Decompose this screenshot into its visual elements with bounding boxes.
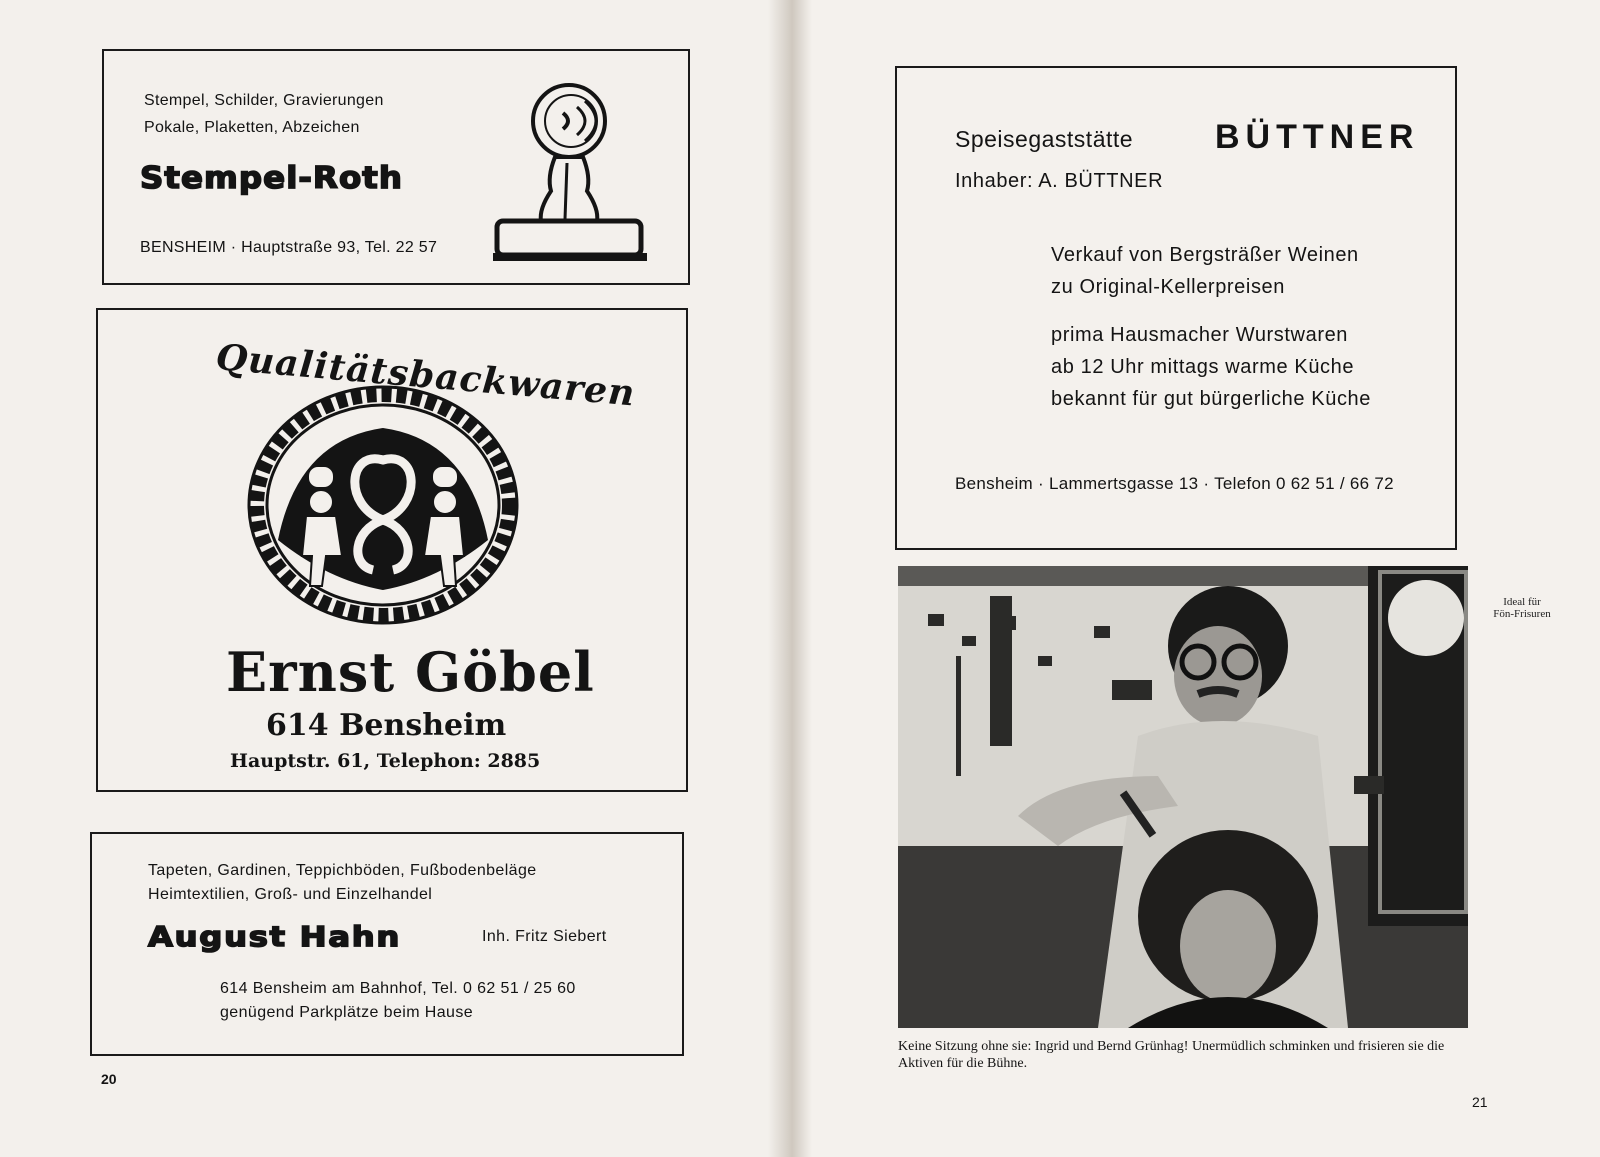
page-number-right: 21 [1472,1094,1488,1110]
ad-august-hahn [90,832,684,1056]
page-number-left: 20 [101,1071,117,1087]
photo-caption: Keine Sitzung ohne sie: Ingrid und Bernd Grünhag! Unermüdlich schminken und frisieren sie die Aktiven für die Bühne. [898,1039,1445,1071]
address: BENSHEIM · Hauptstraße 93, Tel. 22 57 [140,239,438,256]
wine-line-2: zu Original-Kellerpreisen [1051,276,1285,298]
ad-buettner-restaurant [895,66,1457,550]
ad-line-1: Tapeten, Gardinen, Teppichböden, Fußbodenbeläge [148,862,537,879]
ad-goebel-bakery [96,308,688,792]
brand-name: BÜTTNER [1215,118,1420,156]
hairdresser-photo [898,566,1551,1028]
baker-city: 614 Bensheim [266,708,507,743]
ad-title: Speisegaststätte [955,126,1134,152]
ad-line-2: Pokale, Plaketten, Abzeichen [144,119,360,136]
ad-stempel-roth [102,49,690,285]
brand-name: August Hahn [148,920,402,953]
food-line-3: bekannt für gut bürgerliche Küche [1051,388,1371,410]
address: Bensheim · Lammertsgasse 13 · Telefon 0 62 51 / 66 72 [955,474,1394,493]
wine-line-1: Verkauf von Bergsträßer Weinen [1051,244,1359,266]
ad-line-2: Heimtextilien, Groß- und Einzelhandel [148,886,433,903]
brand-name: Stempel-Roth [140,161,404,196]
baker-name: Ernst Göbel [226,640,595,704]
ad-headline: Qualitätsbackwaren [214,336,638,415]
book-gutter [768,0,812,1157]
food-line-1: prima Hausmacher Wurstwaren [1051,324,1349,346]
address: 614 Bensheim am Bahnhof, Tel. 0 62 51 / 25 60 [220,980,576,997]
bakers-pretzel-emblem-icon [238,380,528,630]
photo-scene [898,566,1468,1028]
rubber-stamp-icon [489,79,654,264]
baker-address: Hauptstr. 61, Telephon: 2885 [230,750,541,772]
photo-sign-text: Ideal für Fön-Frisuren [1493,596,1551,620]
owner: Inhaber: A. BÜTTNER [955,170,1164,192]
owner: Inh. Fritz Siebert [482,928,607,945]
food-line-2: ab 12 Uhr mittags warme Küche [1051,356,1355,378]
ad-line-1: Stempel, Schilder, Gravierungen [144,92,384,109]
parking-note: genügend Parkplätze beim Hause [220,1004,474,1021]
